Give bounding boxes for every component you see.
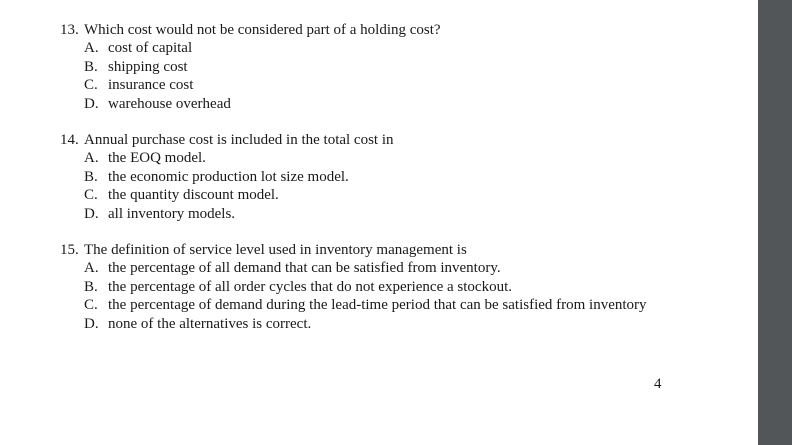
option-d (60, 95, 660, 113)
option-letter: B. (84, 278, 98, 295)
option-a (60, 39, 660, 57)
option-text: the percentage of all demand that can be satisfied from inventory. (108, 260, 501, 277)
option-text: insurance cost (108, 77, 194, 94)
option-letter: C. (84, 77, 98, 94)
option-a (60, 259, 660, 277)
viewer-gutter (758, 0, 792, 445)
option-c (60, 76, 660, 94)
option-text: warehouse overhead (108, 95, 231, 112)
question-14 (60, 131, 660, 223)
option-letter: C. (84, 187, 98, 204)
question-stem (60, 131, 660, 149)
option-c (60, 296, 660, 314)
option-text: none of the alternatives is correct. (108, 315, 312, 332)
page-number: 4 (654, 376, 662, 392)
option-text: the EOQ model. (108, 150, 206, 167)
option-text: the quantity discount model. (108, 187, 279, 204)
option-letter: A. (84, 150, 99, 167)
option-text: the percentage of demand during the lead-time period that can be satisfied from inventory (108, 297, 647, 314)
option-d (60, 315, 660, 333)
option-text: cost of capital (108, 40, 193, 57)
question-stem (60, 21, 660, 39)
option-letter: D. (84, 205, 99, 222)
option-c (60, 186, 660, 204)
option-letter: B. (84, 58, 98, 75)
option-letter: D. (84, 315, 99, 332)
option-letter: C. (84, 297, 98, 314)
question-number: 13. (60, 22, 79, 38)
option-a (60, 149, 660, 167)
option-text: all inventory models. (108, 205, 236, 222)
option-d (60, 205, 660, 223)
option-letter: A. (84, 260, 99, 277)
option-text: shipping cost (108, 58, 188, 75)
option-b (60, 168, 660, 186)
option-b (60, 278, 660, 296)
option-letter: D. (84, 95, 99, 112)
question-text: Annual purchase cost is included in the total cost in (84, 132, 394, 148)
question-number: 14. (60, 132, 79, 148)
question-text: Which cost would not be considered part of a holding cost? (84, 22, 441, 38)
option-letter: A. (84, 40, 99, 57)
question-text: The definition of service level used in inventory management is (84, 242, 467, 258)
option-letter: B. (84, 168, 98, 185)
option-b (60, 58, 660, 76)
question-15 (60, 241, 660, 333)
question-stem (60, 241, 660, 259)
option-text: the percentage of all order cycles that do not experience a stockout. (108, 278, 512, 295)
question-number: 15. (60, 242, 79, 258)
question-13 (60, 21, 660, 113)
option-text: the economic production lot size model. (108, 168, 349, 185)
